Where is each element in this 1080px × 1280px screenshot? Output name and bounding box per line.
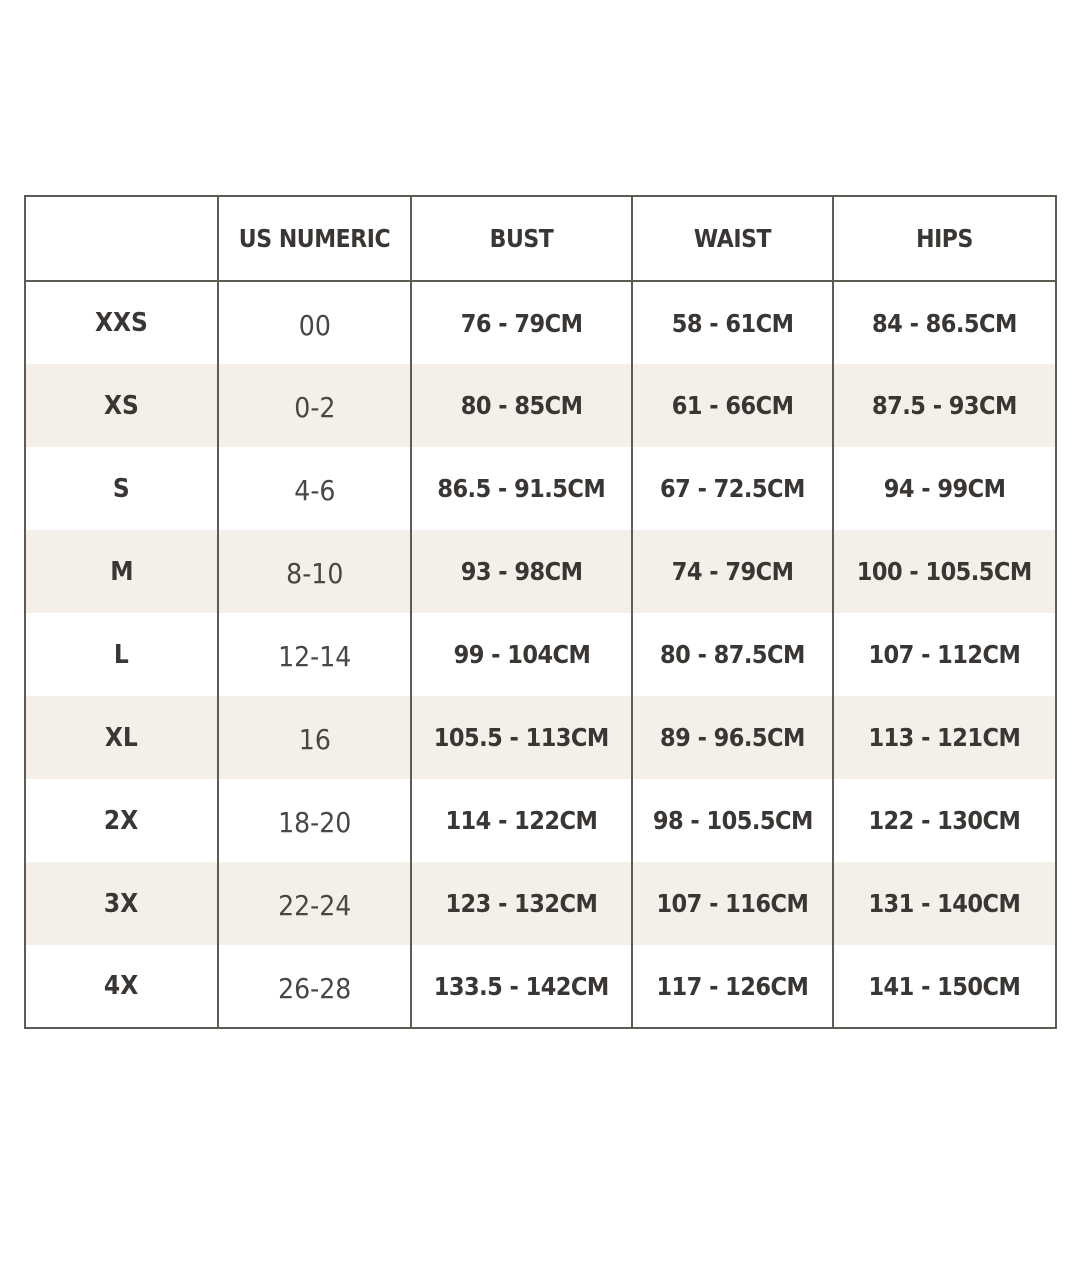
waist-value: 80 - 87.5CM — [660, 640, 805, 669]
us-numeric-cell — [218, 862, 411, 945]
bust-value: 76 - 79CM — [460, 308, 583, 338]
hips-cell — [833, 364, 1056, 447]
size-label-cell — [25, 945, 218, 1028]
table-row — [25, 945, 1056, 1028]
us-numeric-cell — [218, 530, 411, 613]
hips-cell — [833, 945, 1056, 1028]
size-label-cell — [25, 613, 218, 696]
size-label: XL — [105, 722, 138, 753]
hips-cell — [833, 530, 1056, 613]
waist-cell — [632, 281, 833, 364]
waist-value: 74 - 79CM — [671, 557, 794, 586]
us-numeric-value: 12-14 — [277, 640, 352, 673]
table-row — [25, 447, 1056, 530]
hips-value: 122 - 130CM — [868, 806, 1021, 835]
bust-cell — [411, 613, 632, 696]
hips-cell — [833, 696, 1056, 779]
size-label-cell — [25, 364, 218, 447]
hips-value: 87.5 - 93CM — [872, 391, 1017, 420]
waist-value: 117 - 126CM — [656, 971, 809, 1001]
size-label: M — [109, 556, 134, 587]
waist-cell — [632, 613, 833, 696]
us-numeric-value: 16 — [298, 723, 331, 756]
bust-value: 86.5 - 91.5CM — [437, 474, 606, 503]
waist-value: 98 - 105.5CM — [652, 806, 813, 835]
size-label-cell — [25, 696, 218, 779]
hips-cell — [833, 613, 1056, 696]
header-bust: BUST — [424, 196, 618, 281]
waist-cell — [632, 945, 833, 1028]
bust-value: 105.5 - 113CM — [433, 723, 610, 752]
table-row — [25, 862, 1056, 945]
us-numeric-cell — [218, 696, 411, 779]
waist-cell — [632, 862, 833, 945]
us-numeric-value: 0-2 — [293, 391, 336, 424]
size-label: XXS — [95, 308, 148, 338]
bust-value: 114 - 122CM — [445, 806, 598, 835]
hips-value: 94 - 99CM — [883, 474, 1006, 503]
size-label: L — [114, 639, 129, 670]
bust-cell — [411, 530, 632, 613]
waist-cell — [632, 364, 833, 447]
bust-cell — [411, 447, 632, 530]
bust-value: 133.5 - 142CM — [433, 971, 610, 1001]
waist-cell — [632, 530, 833, 613]
us-numeric-cell — [218, 945, 411, 1028]
header-hips: HIPS — [846, 196, 1042, 281]
waist-value: 67 - 72.5CM — [660, 474, 805, 503]
us-numeric-value: 00 — [298, 308, 331, 342]
header-waist: WAIST — [644, 196, 821, 281]
us-numeric-cell — [218, 447, 411, 530]
header-row — [25, 196, 1056, 281]
size-label-cell — [25, 281, 218, 364]
waist-cell — [632, 696, 833, 779]
table-row — [25, 530, 1056, 613]
us-numeric-cell — [218, 364, 411, 447]
bust-value: 80 - 85CM — [460, 391, 583, 420]
us-numeric-value: 22-24 — [277, 889, 352, 922]
hips-value: 100 - 105.5CM — [856, 557, 1033, 586]
bust-cell — [411, 862, 632, 945]
table-row — [25, 364, 1056, 447]
table-row — [25, 696, 1056, 779]
hips-value: 141 - 150CM — [868, 971, 1021, 1001]
table-row — [25, 281, 1056, 364]
hips-value: 113 - 121CM — [868, 723, 1021, 752]
us-numeric-value: 8-10 — [285, 557, 344, 590]
bust-cell — [411, 281, 632, 364]
size-label-cell — [25, 862, 218, 945]
bust-cell — [411, 364, 632, 447]
bust-cell — [411, 696, 632, 779]
hips-cell — [833, 779, 1056, 862]
size-chart-header — [25, 196, 1056, 281]
us-numeric-cell — [218, 779, 411, 862]
us-numeric-value: 18-20 — [277, 806, 352, 839]
table-row — [25, 613, 1056, 696]
waist-value: 107 - 116CM — [656, 889, 809, 918]
bust-value: 99 - 104CM — [453, 640, 590, 669]
waist-value: 58 - 61CM — [671, 308, 794, 338]
size-label: 2X — [104, 805, 139, 836]
bust-cell — [411, 779, 632, 862]
size-label: S — [113, 473, 130, 504]
hips-cell — [833, 447, 1056, 530]
waist-value: 89 - 96.5CM — [660, 723, 805, 752]
size-chart-body — [25, 281, 1056, 1028]
waist-value: 61 - 66CM — [671, 391, 794, 420]
bust-value: 123 - 132CM — [445, 889, 598, 918]
waist-cell — [632, 447, 833, 530]
size-chart-table — [24, 195, 1057, 1029]
hips-cell — [833, 862, 1056, 945]
size-label-cell — [25, 530, 218, 613]
bust-value: 93 - 98CM — [460, 557, 583, 586]
hips-value: 131 - 140CM — [868, 889, 1021, 918]
hips-value: 84 - 86.5CM — [872, 308, 1017, 338]
size-label-cell — [25, 447, 218, 530]
hips-value: 107 - 112CM — [868, 640, 1021, 669]
size-label-cell — [25, 779, 218, 862]
header-us-numeric: US NUMERIC — [230, 196, 400, 281]
waist-cell — [632, 779, 833, 862]
us-numeric-value: 26-28 — [277, 971, 352, 1005]
size-label: XS — [104, 390, 139, 421]
size-label: 3X — [104, 888, 139, 919]
us-numeric-value: 4-6 — [293, 474, 336, 507]
us-numeric-cell — [218, 613, 411, 696]
size-label: 4X — [104, 971, 139, 1001]
us-numeric-cell — [218, 281, 411, 364]
hips-cell — [833, 281, 1056, 364]
table-row — [25, 779, 1056, 862]
bust-cell — [411, 945, 632, 1028]
header-blank-cell — [37, 196, 207, 281]
